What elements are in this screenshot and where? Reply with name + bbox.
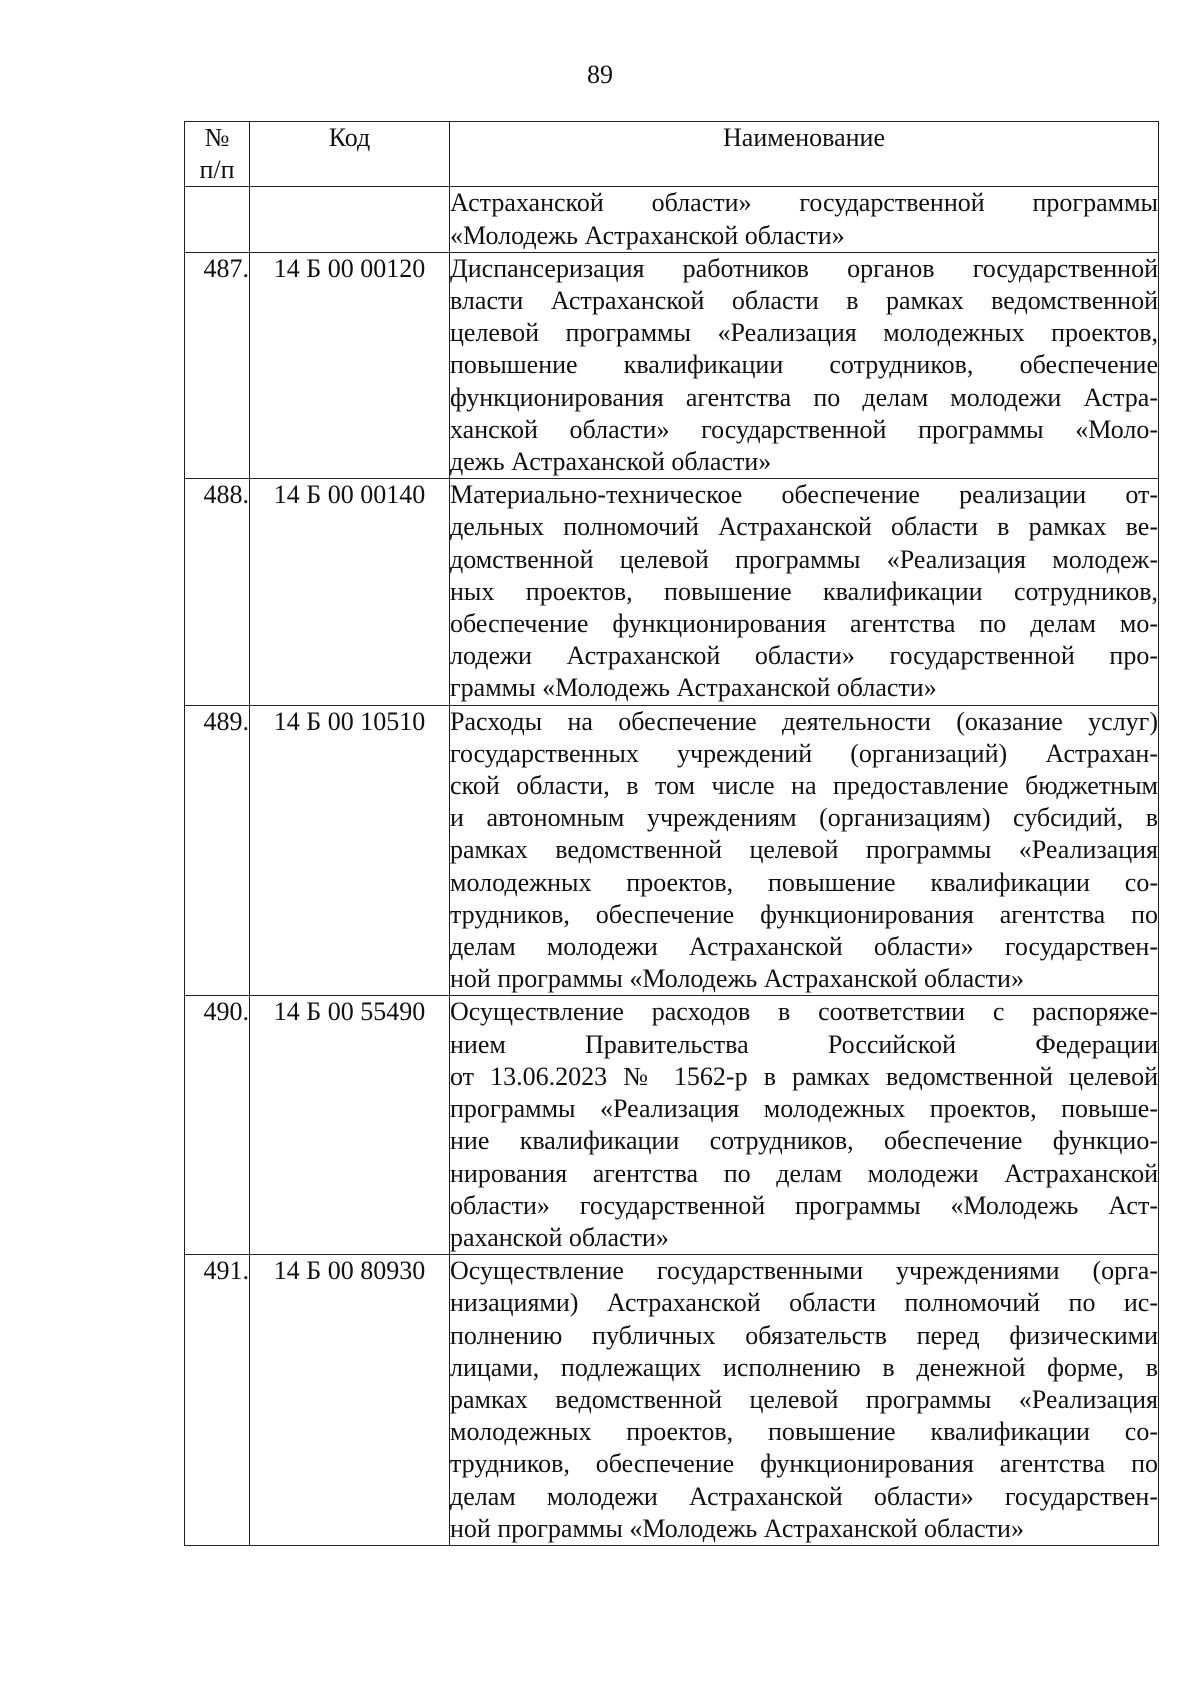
row-name <box>450 996 1159 1255</box>
page-number: 89 <box>587 60 613 89</box>
header-number-abbr: п/п <box>199 155 235 185</box>
name-line: ной программы «Молодежь Астраханской области» <box>450 1513 1024 1543</box>
name-line: лодежи Астраханской области» государственной про- <box>450 641 1158 671</box>
name-line: государственных учреждений (организаций) Астрахан- <box>450 738 1158 768</box>
name-line: и автономным учреждениям (организациям) субсидий, в <box>450 803 1158 833</box>
name-line: обеспечение функционирования агентства по делам мо- <box>450 609 1158 639</box>
row-name <box>450 479 1159 705</box>
row-code: 14 Б 00 55490 <box>250 996 450 1255</box>
continuation-name-cell <box>450 187 1159 252</box>
row-name <box>450 705 1159 996</box>
name-line: программы «Реализация молодежных проектов, повыше- <box>450 1094 1158 1124</box>
name-line: трудников, обеспечение функционирования агентства по <box>450 899 1158 929</box>
name-line: домственной целевой программы «Реализация молодеж- <box>450 544 1158 574</box>
name-line: ной программы «Молодежь Астраханской области» <box>450 964 1024 994</box>
name-line: ской области, в том числе на предоставление бюджетным <box>450 771 1158 801</box>
row-code: 14 Б 00 80930 <box>250 1255 450 1546</box>
row-number: 488. <box>185 479 250 705</box>
name-line: функционирования агентства по делам молодежи Астра- <box>450 382 1158 412</box>
header-name: Наименование <box>450 122 1159 187</box>
name-line: Расходы на обеспечение деятельности (оказание услуг) <box>450 706 1158 736</box>
name-line: молодежных проектов, повышение квалификации со- <box>450 867 1158 897</box>
continuation-num-cell <box>185 187 250 252</box>
name-line: от 13.06.2023 № 1562-р в рамках ведомственной целевой <box>450 1061 1158 1091</box>
name-line: рамках ведомственной целевой программы «Реализация <box>450 835 1158 865</box>
name-line: ние квалификации сотрудников, обеспечение функцио- <box>450 1126 1158 1156</box>
row-code: 14 Б 00 00140 <box>250 479 450 705</box>
continuation-code-cell <box>250 187 450 252</box>
name-line: повышение квалификации сотрудников, обеспечение <box>450 350 1158 380</box>
row-number: 489. <box>185 705 250 996</box>
name-line: граммы «Молодежь Астраханской области» <box>450 673 937 703</box>
name-line: дежь Астраханской области» <box>450 447 772 477</box>
table-row <box>185 479 1159 705</box>
table-row <box>185 705 1159 996</box>
name-line: полнению публичных обязательств перед физическими <box>450 1320 1158 1350</box>
name-line: дельных полномочий Астраханской области в рамках ве- <box>450 512 1158 542</box>
budget-codes-table <box>184 121 1159 1546</box>
name-line: области» государственной программы «Молодежь Аст- <box>450 1190 1158 1220</box>
row-name <box>450 252 1159 478</box>
name-line: делам молодежи Астраханской области» государствен- <box>450 1481 1158 1511</box>
row-code: 14 Б 00 10510 <box>250 705 450 996</box>
row-number: 491. <box>185 1255 250 1546</box>
table-row <box>185 1255 1159 1546</box>
name-line: Осуществление государственными учреждениями (орга- <box>450 1256 1158 1286</box>
name-line: молодежных проектов, повышение квалификации со- <box>450 1417 1158 1447</box>
continuation-row <box>185 187 1159 252</box>
table-row <box>185 996 1159 1255</box>
name-line: трудников, обеспечение функционирования агентства по <box>450 1449 1158 1479</box>
header-number-sign: № <box>204 123 230 152</box>
table-row <box>185 252 1159 478</box>
table-header-row <box>185 122 1159 187</box>
name-line: рамках ведомственной целевой программы «Реализация <box>450 1384 1158 1414</box>
name-line: лицами, подлежащих исполнению в денежной форме, в <box>450 1352 1158 1382</box>
name-line: Материально-техническое обеспечение реализации от- <box>450 480 1158 510</box>
table-body <box>185 187 1159 1546</box>
row-number: 487. <box>185 252 250 478</box>
name-line: власти Астраханской области в рамках ведомственной <box>450 286 1158 316</box>
name-line: «Молодежь Астраханской области» <box>450 220 845 250</box>
header-code: Код <box>250 122 450 187</box>
name-line: раханской области» <box>450 1222 669 1252</box>
name-line: ханской области» государственной программы «Моло- <box>450 414 1158 444</box>
name-line: целевой программы «Реализация молодежных проектов, <box>450 318 1158 348</box>
name-line: низациями) Астраханской области полномочий по ис- <box>450 1288 1158 1318</box>
name-line: нием Правительства Российской Федерации <box>450 1029 1158 1059</box>
header-number <box>185 122 250 187</box>
name-line: ных проектов, повышение квалификации сотрудников, <box>450 576 1158 606</box>
row-number: 490. <box>185 996 250 1255</box>
row-name <box>450 1255 1159 1546</box>
name-line: делам молодежи Астраханской области» государствен- <box>450 932 1158 962</box>
name-line: Астраханской области» государственной программы <box>450 188 1158 218</box>
name-line: Диспансеризация работников органов государственной <box>450 253 1158 283</box>
row-code: 14 Б 00 00120 <box>250 252 450 478</box>
name-line: нирования агентства по делам молодежи Астраханской <box>450 1158 1158 1188</box>
name-line: Осуществление расходов в соответствии с распоряже- <box>450 997 1158 1027</box>
